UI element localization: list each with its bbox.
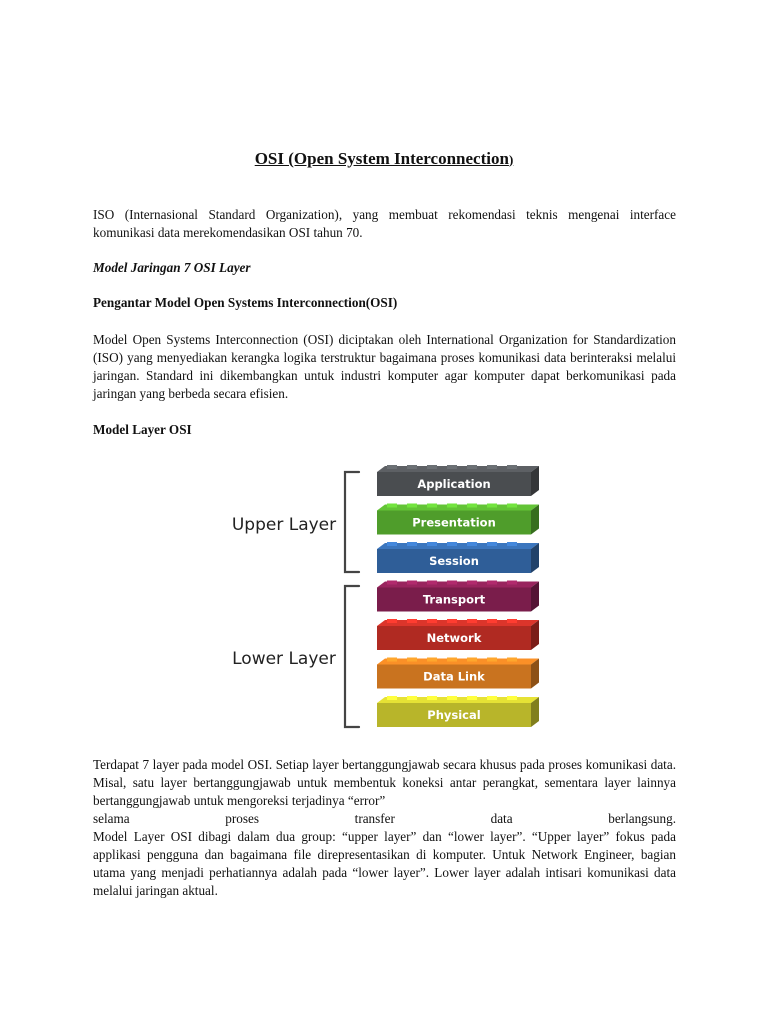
layer-label: Transport [422,592,486,607]
layer-connector-tab [447,542,457,546]
layer-connector-tab [467,465,477,469]
layer-connector-tab [387,504,397,508]
layer-connector-tab [487,542,497,546]
layer-label: Network [426,631,482,645]
layer-connector-tab [487,658,497,662]
layer-connector-tab [427,542,437,546]
osi-layer-diagram [225,462,545,734]
layer-connector-tab [427,619,437,623]
layer-connector-tab [427,696,437,700]
layer-connector-tab [427,504,437,508]
layer-connector-tab [407,504,417,508]
closing-text-part1: Terdapat 7 layer pada model OSI. Setiap layer bertanggungjawab secara khusus pada proses komunikasi data. Misal, satu layer bertanggungjawab untuk membentuk koneksi antar perangkat, sementara layer lainnya bertanggungjawab untuk mengoreksi terjadinya “error” [93,757,676,808]
layer-connector-tab [507,465,517,469]
layer-presentation [377,504,539,535]
layer-connector-tab [487,504,497,508]
title-close-paren: ) [508,152,514,167]
layer-network [377,619,539,650]
layer-connector-tab [387,465,397,469]
layer-label: Presentation [412,515,496,530]
layer-connector-tab [507,619,517,623]
layer-physical [377,696,539,727]
layer-connector-tab [467,542,477,546]
upper-layer-label: Upper Layer [231,515,337,535]
layer-connector-tab [447,658,457,662]
pengantar-paragraph: Model Open Systems Interconnection (OSI) diciptakan oleh International Organization for Standardization (ISO) yang menyediakan kerangka logika terstruktur bagaimana proses komunikasi data berinteraksi melalui jaringan. Standard ini dikembangkan untuk industri komputer agar komputer dapat berkomunikasi pada jaringan yang berbeda secara efisien. [93,332,676,401]
layer-connector-tab [387,542,397,546]
layer-connector-tab [467,658,477,662]
layer-connector-tab [387,581,397,585]
layer-label: Application [417,477,491,491]
layer-connector-tab [407,581,417,585]
closing-text-part2: Model Layer OSI dibagi dalam dua group: “upper layer” dan “lower layer”. “Upper layer” fokus pada applikasi pengguna dan bagaimana file direpresentasikan di komputer. Untuk Network Engineer, bagian utama yang menjadi perhatiannya adalah pada “lower layer”. Lower layer adalah intisari komunikasi data melalui jaringan aktual. [93,829,676,898]
layer-session [377,542,539,573]
layer-transport [377,581,539,612]
layer-connector-tab [447,619,457,623]
layer-connector-tab [427,465,437,469]
layer-connector-tab [487,465,497,469]
layer-connector-tab [427,658,437,662]
title-text: OSI (Open System Interconnection [254,149,509,168]
layer-connector-tab [507,696,517,700]
layer-data-link [377,658,539,689]
layer-label: Data Link [423,669,485,684]
layer-connector-tab [507,581,517,585]
layer-application [377,465,539,496]
heading-model-jaringan: Model Jaringan 7 OSI Layer [93,260,251,275]
layer-connector-tab [467,619,477,623]
layer-connector-tab [407,658,417,662]
layer-connector-tab [387,696,397,700]
layer-connector-tab [467,581,477,585]
layer-label: Physical [427,708,481,722]
layer-connector-tab [467,696,477,700]
heading-pengantar: Pengantar Model Open Systems Interconnection(OSI) [93,295,398,310]
closing-text-line: selama proses transfer data berlangsung. [93,811,676,826]
closing-paragraph [93,756,676,900]
layer-connector-tab [407,465,417,469]
layer-connector-tab [487,619,497,623]
lower-layer-label: Lower Layer [232,649,336,669]
layer-connector-tab [447,504,457,508]
layer-connector-tab [487,581,497,585]
layer-connector-tab [407,696,417,700]
layer-connector-tab [447,696,457,700]
layer-connector-tab [507,542,517,546]
layer-connector-tab [507,658,517,662]
upper-layer-bracket [345,472,359,572]
layer-connector-tab [387,658,397,662]
layer-connector-tab [427,581,437,585]
layer-connector-tab [407,542,417,546]
layer-connector-tab [387,619,397,623]
layer-connector-tab [487,696,497,700]
lower-layer-bracket [345,586,359,727]
layer-connector-tab [507,504,517,508]
intro-paragraph: ISO (Internasional Standard Organization), yang membuat rekomendasi teknis mengenai interface komunikasi data merekomendasikan OSI tahun 70. [93,207,676,240]
heading-model-layer: Model Layer OSI [93,422,192,437]
layer-label: Session [429,554,479,568]
layer-connector-tab [447,581,457,585]
layer-connector-tab [447,465,457,469]
layer-connector-tab [467,504,477,508]
layer-connector-tab [407,619,417,623]
document-title [0,149,768,169]
